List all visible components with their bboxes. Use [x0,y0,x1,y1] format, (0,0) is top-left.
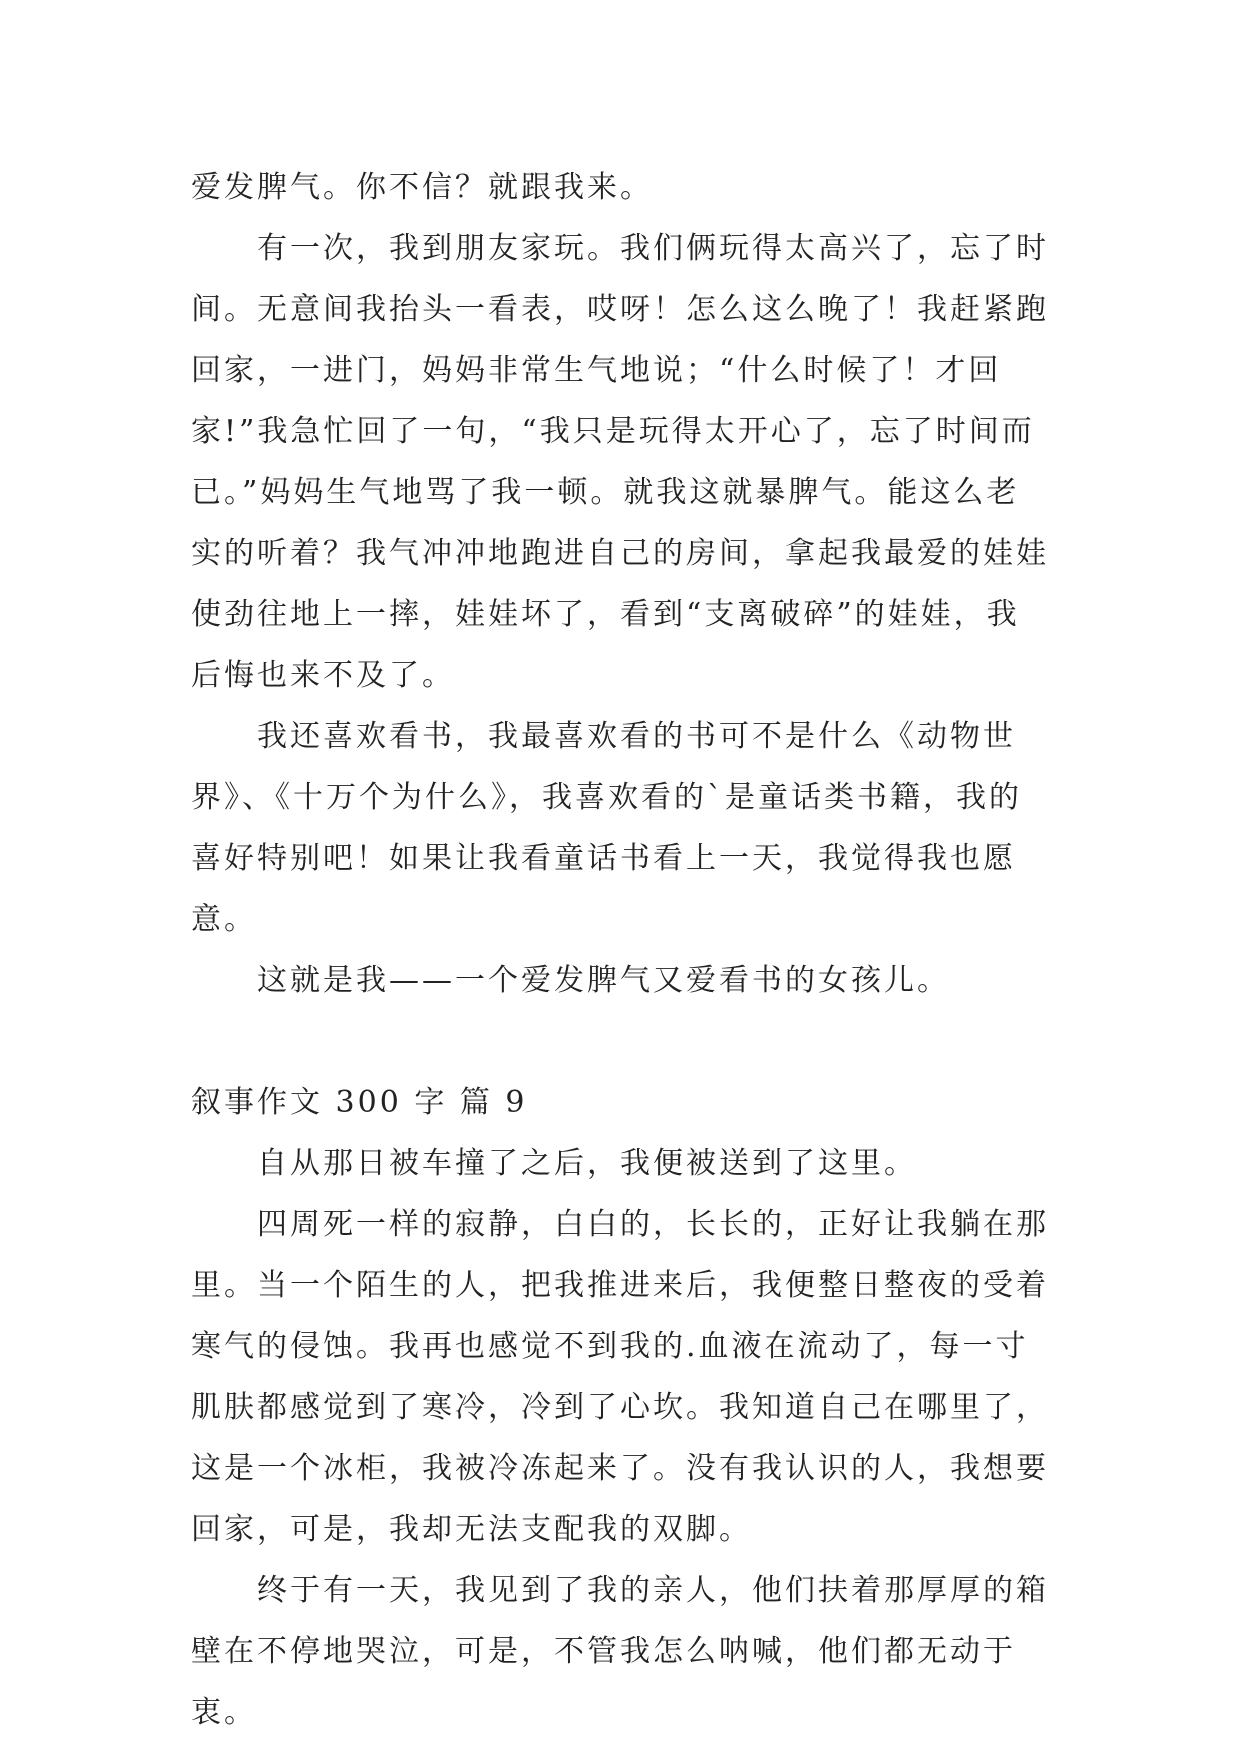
paragraph-intro: 自从那日被车撞了之后，我便被送到了这里。 [257,1146,917,1181]
paragraph-family: 终于有一天，我见到了我的亲人，他们扶着那厚厚的箱壁在不停地哭泣，可是，不管我怎么呐喊，他们都无动于衷。 [191,1573,1049,1730]
document-body [191,157,1051,1743]
section-heading: 叙事作文 300 字 篇 9 [191,1085,528,1120]
paragraph-books: 我还喜欢看书，我最喜欢看的书可不是什么《动物世界》、《十万个为什么》，我喜欢看的`是童话类书籍，我的喜好特别吧！如果让我看童话书看上一天，我觉得我也愿意。 [191,719,1022,937]
paragraph-conclusion: 这就是我——一个爱发脾气又爱看书的女孩儿。 [257,963,950,998]
paragraph-continued: 爱发脾气。你不信？就跟我来。 [191,170,653,205]
paragraph-story: 有一次，我到朋友家玩。我们俩玩得太高兴了，忘了时间。无意间我抬头一看表，哎呀！怎么这么晚了！我赶紧跑回家，一进门，妈妈非常生气地说；“什么时候了！才回家!”我急忙回了一句，“我只是玩得太开心了，忘了时间而已。”妈妈生气地骂了我一顿。就我这就暴脾气。能这么老实的听着？我气冲冲地跑进自己的房间，拿起我最爱的娃娃使劲往地上一摔，娃娃坏了，看到“支离破碎”的娃娃，我后悔也来不及了。 [191,231,1049,693]
paragraph-freezer: 四周死一样的寂静，白白的，长长的，正好让我躺在那里。当一个陌生的人，把我推进来后，我便整日整夜的受着寒气的侵蚀。我再也感觉不到我的.血液在流动了，每一寸肌肤都感觉到了寒冷，冷到了心坎。我知道自己在哪里了，这是一个冰柜，我被冷冻起来了。没有我认识的人，我想要回家，可是，我却无法支配我的双脚。 [191,1207,1049,1547]
